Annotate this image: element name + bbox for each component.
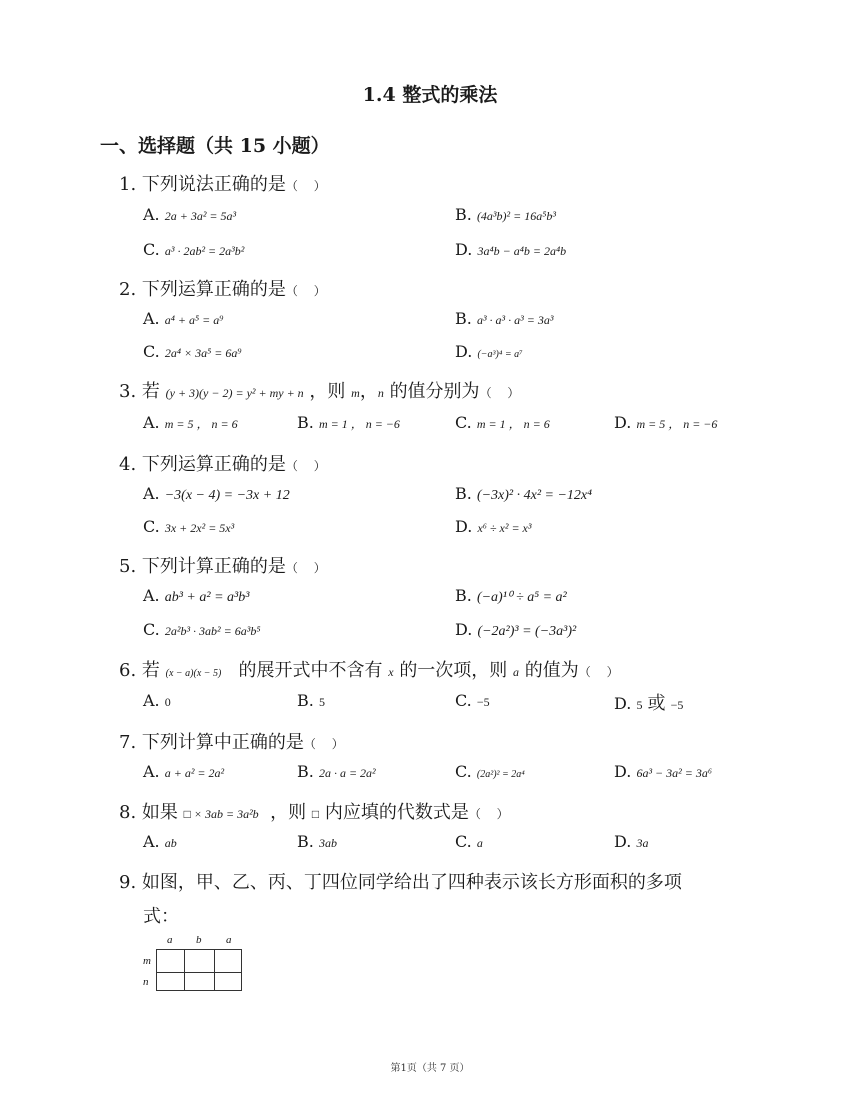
q5-option-d: D. (−2a²)³ = (−3a³)²: [455, 620, 577, 639]
q5-option-c: C. 2a²b³ · 3ab² = 6a³b⁵: [143, 620, 261, 639]
q4-option-d: D. x⁶ ÷ x² = x³: [455, 517, 532, 536]
question-4-stem: 4. 下列运算正确的是: [119, 454, 286, 475]
q3-option-a: A. m = 5 ， n = 6: [143, 413, 238, 432]
answer-paren: （ ）: [285, 459, 332, 473]
question-7: [119, 728, 350, 754]
page-title: 1.4 整式的乘法: [362, 84, 498, 106]
q3-option-c: C. m = 1 ， n = 6: [455, 413, 550, 432]
question-3: 3. 若 (y + 3)(y − 2) = y² + my + n ，则 m，n 的值分别为（ ）: [119, 381, 526, 402]
q6-option-a: A. 0: [143, 691, 171, 710]
q5-option-a: A. ab³ + a² = a³b³: [143, 586, 250, 605]
blank-box-icon: □: [311, 807, 320, 821]
q7-option-b: B. 2a · a = 2a²: [297, 762, 376, 781]
grid-divider: [157, 972, 241, 973]
answer-paren: （ ）: [285, 179, 332, 193]
question-4: [119, 450, 332, 476]
q4-option-a: A. −3(x − 4) = −3x + 12: [143, 484, 290, 503]
rectangle-grid: [156, 949, 242, 991]
q8-option-d: D. 3a: [614, 832, 649, 851]
q1-option-c: C. a³ · 2ab² = 2a³b²: [143, 240, 245, 259]
col-label-b: b: [196, 934, 202, 946]
q3-equation: (y + 3)(y − 2) = y² + my + n: [165, 386, 304, 400]
question-1: [119, 170, 332, 196]
question-9-line-1: 9. 如图，甲、乙、丙、丁四位同学给出了四种表示该长方形面积的多项: [119, 872, 682, 893]
col-label-a1: a: [167, 934, 173, 946]
q1-option-a: A. 2a + 3a² = 5a³: [143, 205, 237, 224]
q5-option-b: B. (−a)¹⁰ ÷ a⁵ = a²: [455, 586, 567, 605]
answer-paren: （ ）: [285, 284, 332, 298]
q8-option-c: C. a: [455, 832, 483, 851]
grid-divider: [184, 950, 185, 990]
question-1-stem: 1. 下列说法正确的是: [119, 174, 286, 195]
page-footer: 第1页（共 7 页）: [390, 1063, 470, 1074]
grid-divider: [214, 950, 215, 990]
col-label-a2: a: [226, 934, 232, 946]
q4-option-c: C. 3x + 2x² = 5x³: [143, 517, 235, 536]
q6-option-d: D. 5 或 −5: [614, 693, 684, 714]
q4-option-b: B. (−3x)² · 4x² = −12x⁴: [455, 484, 593, 503]
question-2-stem: 2. 下列运算正确的是: [119, 279, 286, 300]
row-label-m: m: [143, 955, 151, 967]
answer-paren: （ ）: [479, 386, 526, 400]
q7-option-d: D. 6a³ − 3a² = 3a⁶: [614, 762, 712, 781]
q8-equation: □ × 3ab = 3a²b: [183, 807, 259, 821]
q1-option-d: D. 3a⁴b − a⁴b = 2a⁴b: [455, 240, 567, 259]
question-6: 6. 若 (x − a)(x − 5) 的展开式中不含有 x 的一次项，则 a 的值为（ ）: [119, 660, 625, 681]
row-label-n: n: [143, 976, 149, 988]
q7-option-c: C. (2a²)² = 2a⁴: [455, 762, 525, 781]
section-heading: 一、选择题（共 15 小题）: [100, 135, 330, 157]
q2-option-c: C. 2a⁴ × 3a⁵ = 6a⁹: [143, 342, 242, 361]
q7-option-a: A. a + a² = 2a²: [143, 762, 225, 781]
q2-option-b: B. a³ · a³ · a³ = 3a³: [455, 309, 554, 328]
answer-paren: （ ）: [578, 665, 625, 679]
question-5: [119, 552, 332, 578]
q8-option-a: A. ab: [143, 832, 177, 851]
q6-option-b: B. 5: [297, 691, 325, 710]
q6-expression: (x − a)(x − 5): [165, 668, 222, 679]
q8-option-b: B. 3ab: [297, 832, 337, 851]
q1-option-b: B. (4a³b)² = 16a⁵b³: [455, 205, 556, 224]
q3-option-b: B. m = 1 ， n = −6: [297, 413, 400, 432]
question-9-line-2: 式：: [143, 906, 179, 927]
question-5-stem: 5. 下列计算正确的是: [119, 556, 286, 577]
question-8: 8. 如果 □ × 3ab = 3a²b ，则 □ 内应填的代数式是（ ）: [119, 802, 515, 823]
answer-paren: （ ）: [285, 561, 332, 575]
answer-paren: （ ）: [468, 807, 515, 821]
q2-option-a: A. a⁴ + a⁵ = a⁹: [143, 309, 224, 328]
answer-paren: （ ）: [303, 737, 350, 751]
question-7-stem: 7. 下列计算中正确的是: [119, 732, 304, 753]
q6-option-c: C. −5: [455, 691, 490, 710]
q2-option-d: D. (−a³)⁴ = a⁷: [455, 342, 523, 361]
question-2: [119, 275, 332, 301]
q3-option-d: D. m = 5 ， n = −6: [614, 413, 718, 432]
